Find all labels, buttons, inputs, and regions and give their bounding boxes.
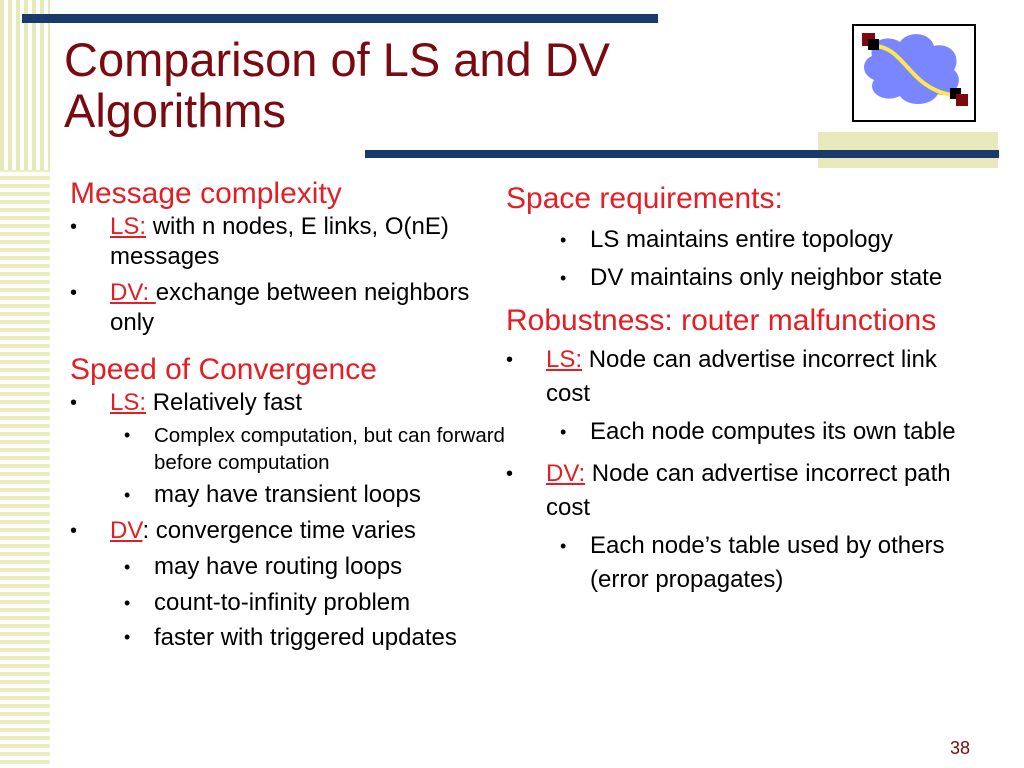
sub-list-item [506,529,976,597]
sub-list-item [70,586,510,620]
left-column [70,176,510,653]
sub-list-item [506,223,976,257]
list-item-text: Complex computation, but can forward before computation [154,424,505,474]
ls-tag: LS: [110,389,147,416]
list-item-text: LS maintains entire topology [590,226,893,253]
list-item-text: Node can advertise incorrect path cost [546,460,951,521]
sub-list-item [70,622,510,653]
list-item-text: Each node computes its own table [590,418,956,445]
list-item-text: Each node’s table used by others (error propagates) [590,532,945,593]
right-column [506,181,976,597]
dv-tag: DV [110,517,143,544]
network-cloud-icon [854,26,974,120]
list-item-text: with n nodes, E links, O(nE) messages [110,213,449,270]
network-cloud-logo [852,24,976,122]
list-item-text: DV maintains only neighbor state [590,264,943,291]
ls-tag: LS: [110,213,147,240]
list-item-text: Node can advertise incorrect link cost [546,346,937,407]
sub-list-item [506,261,976,295]
page-number: 38 [950,738,971,758]
list-item [70,388,510,418]
list-item-text: may have transient loops [154,481,421,508]
space-requirements-heading: Space requirements: [506,182,783,215]
top-rule [22,14,658,23]
list-item-text: Relatively fast [146,389,303,416]
space-list [506,223,976,295]
sub-list-item [506,415,976,449]
list-item [70,212,510,272]
list-item-text: faster with triggered updates [154,624,457,651]
dv-tag: DV: [546,460,586,487]
list-item [70,516,510,546]
list-item [506,343,976,411]
dv-tag: DV: [110,279,156,306]
title-underline-rule [365,150,999,158]
sub-list-item [70,422,510,476]
speed-of-convergence-heading: Speed of Convergence [70,353,377,386]
list-item-text: may have routing loops [154,553,403,580]
robustness-list [506,343,976,597]
sub-list-item [70,550,510,584]
ls-tag: LS: [546,346,583,373]
message-complexity-list [70,212,510,338]
list-item-text: count-to-infinity problem [154,589,411,616]
list-item-text: : convergence time varies [142,517,416,544]
robustness-heading: Robustness: router malfunctions [506,304,937,337]
list-item [506,457,976,525]
left-stripe-block [0,0,50,170]
message-complexity-heading: Message complexity [70,177,342,210]
sub-list-item [70,478,510,512]
slide-title: Comparison of LS and DV Algorithms [64,33,611,137]
list-item [70,278,510,338]
speed-list [70,388,510,653]
list-item-text: exchange between neighbors only [110,279,470,336]
